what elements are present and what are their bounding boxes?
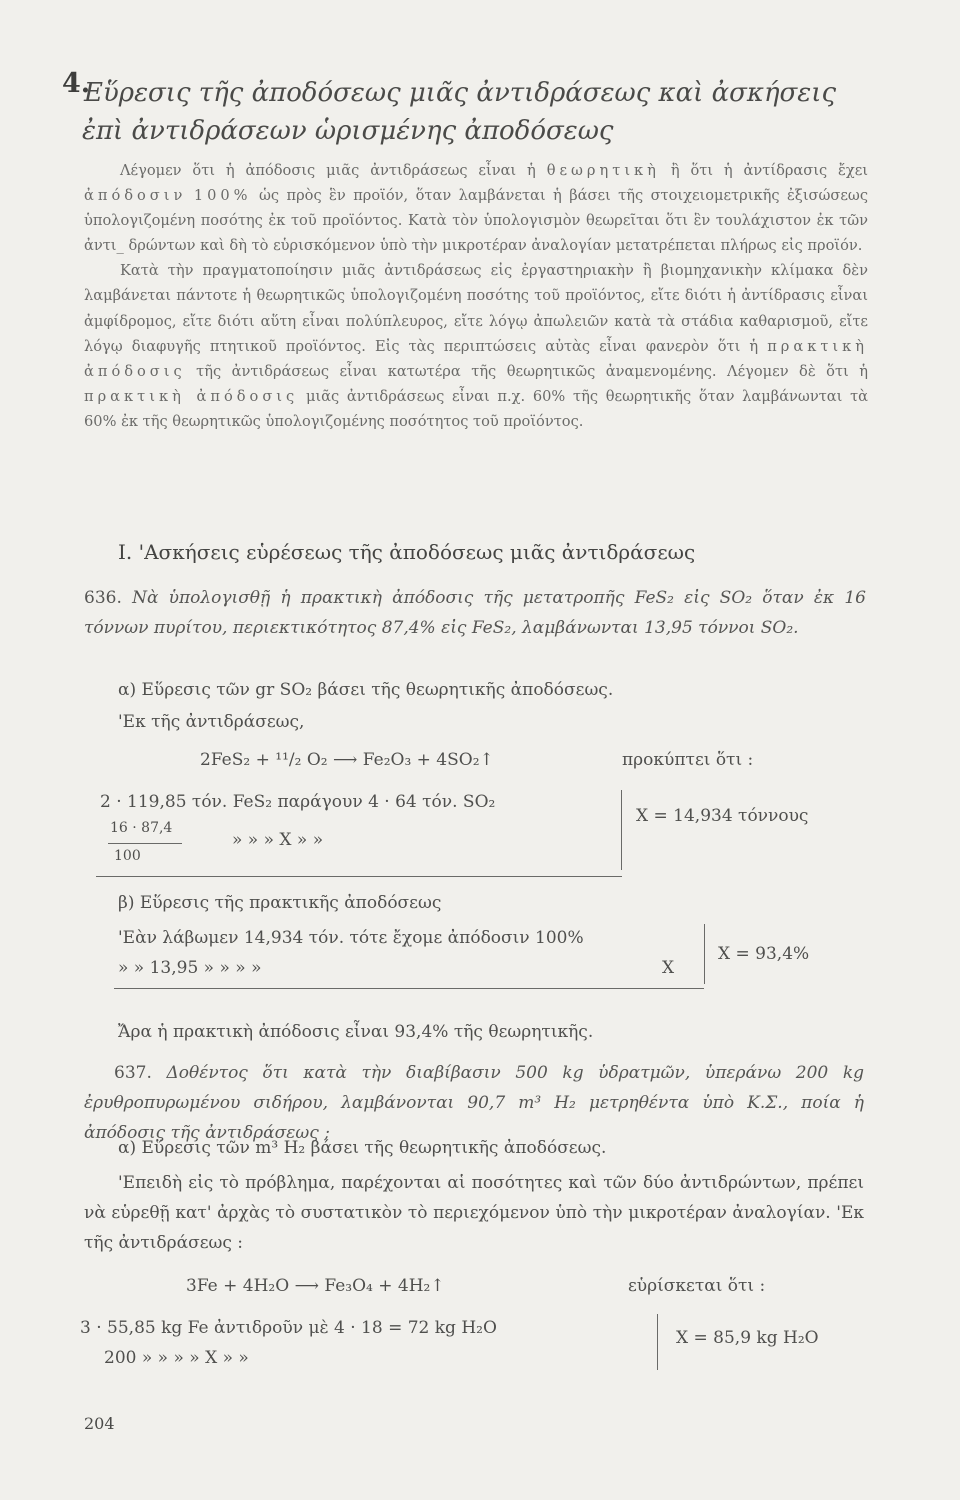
term-100-percent: 100% bbox=[193, 187, 252, 205]
divider-vertical bbox=[657, 1314, 658, 1370]
divider-horizontal bbox=[96, 876, 622, 877]
intro-paragraph-2 bbox=[84, 258, 868, 434]
intro-p2-b: τῆς ἀντιδράσεως εἶναι κατωτέρα τῆς θεωρητικῶς ἀναμενομένης. Λέγομεν δὲ ὅτι ἡ bbox=[196, 362, 868, 380]
problem-637-finds-that: εὑρίσκεται ὅτι : bbox=[628, 1276, 766, 1296]
problem-636 bbox=[84, 583, 866, 643]
intro-p2-a: Κατὰ τὴν πραγματοποίησιν μιᾶς ἀντιδράσεως εἰς ἐργαστηριακὴν ἢ βιομηχανικὴν κλίμακα δὲν λαμβάνεται πάντοτε ἡ θεωρητικῶς ὑπολογιζομένη ποσότης τοῦ προϊόντος, εἴτε διότι ἡ ἀντίδρασις εἶναι ἀμφίδρομος, εἴτε διότι αὕτη εἶναι πολύπλευρος, εἴτε λόγῳ ἀπωλειῶν κατὰ τὰ στάδια καθαρισμοῦ, εἴτε λόγῳ διαφυγῆς πτητικοῦ προϊόντος. Εἰς τὰς περιπτώσεις αὐτὰς εἶναι φανερὸν ὅτι ἡ bbox=[84, 262, 868, 355]
term-apodosin: ἀπόδοσιν bbox=[84, 187, 187, 205]
problem-636-b-row1: 'Εὰν λάβωμεν 14,934 τόν. τότε ἔχομε ἀπόδοσιν 100% bbox=[118, 928, 584, 948]
intro-p1-b: ἢ ὅτι ἡ ἀντίδρασις ἔχει bbox=[670, 162, 868, 179]
intro-text bbox=[84, 158, 868, 434]
problem-636-row1: 2 · 119,85 τόν. FeS₂ παράγουν 4 · 64 τόν. SO₂ bbox=[100, 792, 496, 812]
problem-637-paragraph: 'Επειδὴ εἰς τὸ πρόβλημα, παρέχονται αἱ ποσότητες καὶ τῶν δύο ἀντιδρώντων, πρέπει νὰ εὑρεθῇ κατ' ἀρχὰς τὸ συστατικὸν τὸ περιεχόμενον ὑπὸ τὴν μικροτέραν ἀναλογίαν. 'Εκ τῆς ἀντιδράσεως : bbox=[84, 1173, 864, 1253]
problem-637-equation: 3Fe + 4H₂O ⟶ Fe₃O₄ + 4H₂↑ bbox=[186, 1276, 445, 1296]
term-practical-yield-2: πρακτικὴ ἀπόδοσις bbox=[84, 387, 299, 405]
problem-636-row2-numerator: 16 · 87,4 bbox=[110, 820, 173, 836]
problem-636-conclusion: Ἄρα ἡ πρακτικὴ ἀπόδοσις εἶναι 93,4% τῆς θεωρητικῆς. bbox=[118, 1022, 594, 1042]
problem-636-part-b: β) Εὕρεσις τῆς πρακτικῆς ἀποδόσεως bbox=[118, 893, 442, 913]
term-practical-yield-1: πρακτικὴ ἀπόδοσις bbox=[84, 337, 868, 380]
problem-637 bbox=[84, 1058, 864, 1148]
problem-636-equation: 2FeS₂ + ¹¹/₂ O₂ ⟶ Fe₂O₃ + 4SO₂↑ bbox=[200, 750, 494, 770]
problem-636-row2: » » » X » » bbox=[232, 830, 324, 850]
intro-p1-c: ὡς πρὸς ἓν προϊόν, ὅταν λαμβάνεται ἡ βάσει τῆς στοιχειομετρικῆς ἐξισώσεως ὑπολογιζομένη ποσότης ἐκ τοῦ προϊόντος. Κατὰ τὸν ὑπολογισμὸν θεωρεῖται ὅτι ἓν τουλάχιστον ἐκ τῶν ἀντι_ δρώντων καὶ δὴ τὸ εὑρισκόμενον ὑπὸ τὴν μικροτέραν ἀναλογίαν μετατρέπεται πλήρως εἰς προϊόν. bbox=[84, 187, 868, 255]
problem-637-number: 637. bbox=[114, 1063, 152, 1083]
subsection-heading: I. 'Ασκήσεις εὑρέσεως τῆς ἀποδόσεως μιᾶς ἀντιδράσεως bbox=[118, 540, 696, 564]
problem-636-result: X = 14,934 τόννους bbox=[636, 806, 809, 826]
problem-636-from-reaction: 'Εκ τῆς ἀντιδράσεως, bbox=[118, 712, 305, 732]
section-title-line1: Εὕρεσις τῆς ἀποδόσεως μιᾶς ἀντιδράσεως καὶ ἀσκήσεις bbox=[84, 78, 837, 108]
problem-636-text: Νὰ ὑπολογισθῇ ἡ πρακτικὴ ἀπόδοσις τῆς μετατροπῆς FeS₂ εἰς SO₂ ὅταν ἐκ 16 τόννων πυρίτου, περιεκτικότητος 87,4% εἰς FeS₂, λαμβάνωνται 13,95 τόννοι SO₂. bbox=[84, 588, 867, 638]
problem-636-b-x: X bbox=[662, 958, 675, 978]
term-theoretical: θεωρητικὴ bbox=[546, 162, 660, 179]
divider-horizontal bbox=[114, 988, 704, 989]
problem-637-part-a: α) Εὕρεσις τῶν m³ H₂ βάσει τῆς θεωρητικῆς ἀποδόσεως. bbox=[118, 1138, 607, 1158]
intro-p2-c: μιᾶς ἀντιδράσεως εἶναι π.χ. 60% τῆς θεωρητικῆς ὅταν λαμβάνωνται τὰ 60% ἐκ τῆς θεωρητικῶς ὑπολογιζομένης ποσότητος τοῦ προϊόντος. bbox=[84, 387, 869, 430]
page-number: 204 bbox=[84, 1414, 115, 1433]
intro-paragraph-1 bbox=[84, 158, 868, 258]
problem-637-row1: 3 · 55,85 kg Fe ἀντιδροῦν μὲ 4 · 18 = 72 kg H₂O bbox=[80, 1318, 497, 1338]
problem-636-b-result: X = 93,4% bbox=[718, 944, 810, 964]
problem-637-text: Δοθέντος ὅτι κατὰ τὴν διαβίβασιν 500 kg ὑδρατμῶν, ὑπεράνω 200 kg ἐρυθροπυρωμένου σιδήρου, λαμβάνονται 90,7 m³ H₂ μετρηθέντα ὑπὸ Κ.Σ., ποία ἡ ἀπόδοσις τῆς ἀντιδράσεως ; bbox=[84, 1063, 865, 1143]
fraction-bar bbox=[108, 843, 182, 844]
problem-637-result: X = 85,9 kg H₂O bbox=[676, 1328, 819, 1348]
intro-p1-a: Λέγομεν ὅτι ἡ ἀπόδοσις μιᾶς ἀντιδράσεως εἶναι ἡ bbox=[120, 162, 536, 179]
problem-636-row2-denominator: 100 bbox=[114, 848, 141, 864]
section-title-line2: ἐπὶ ἀντιδράσεων ὡρισμένης ἀποδόσεως bbox=[82, 116, 614, 146]
problem-636-part-a: α) Εὕρεσις τῶν gr SO₂ βάσει τῆς θεωρητικῆς ἀποδόσεως. bbox=[118, 680, 614, 700]
problem-637-row2: 200 » » » » X » » bbox=[104, 1348, 249, 1368]
section-number: 4. bbox=[62, 68, 91, 99]
divider-vertical bbox=[621, 790, 622, 870]
problem-636-number: 636. bbox=[84, 588, 122, 608]
problem-636-results-that: προκύπτει ὅτι : bbox=[622, 750, 754, 770]
problem-636-b-row2: » » 13,95 » » » » bbox=[118, 958, 262, 978]
divider-vertical bbox=[704, 924, 705, 984]
